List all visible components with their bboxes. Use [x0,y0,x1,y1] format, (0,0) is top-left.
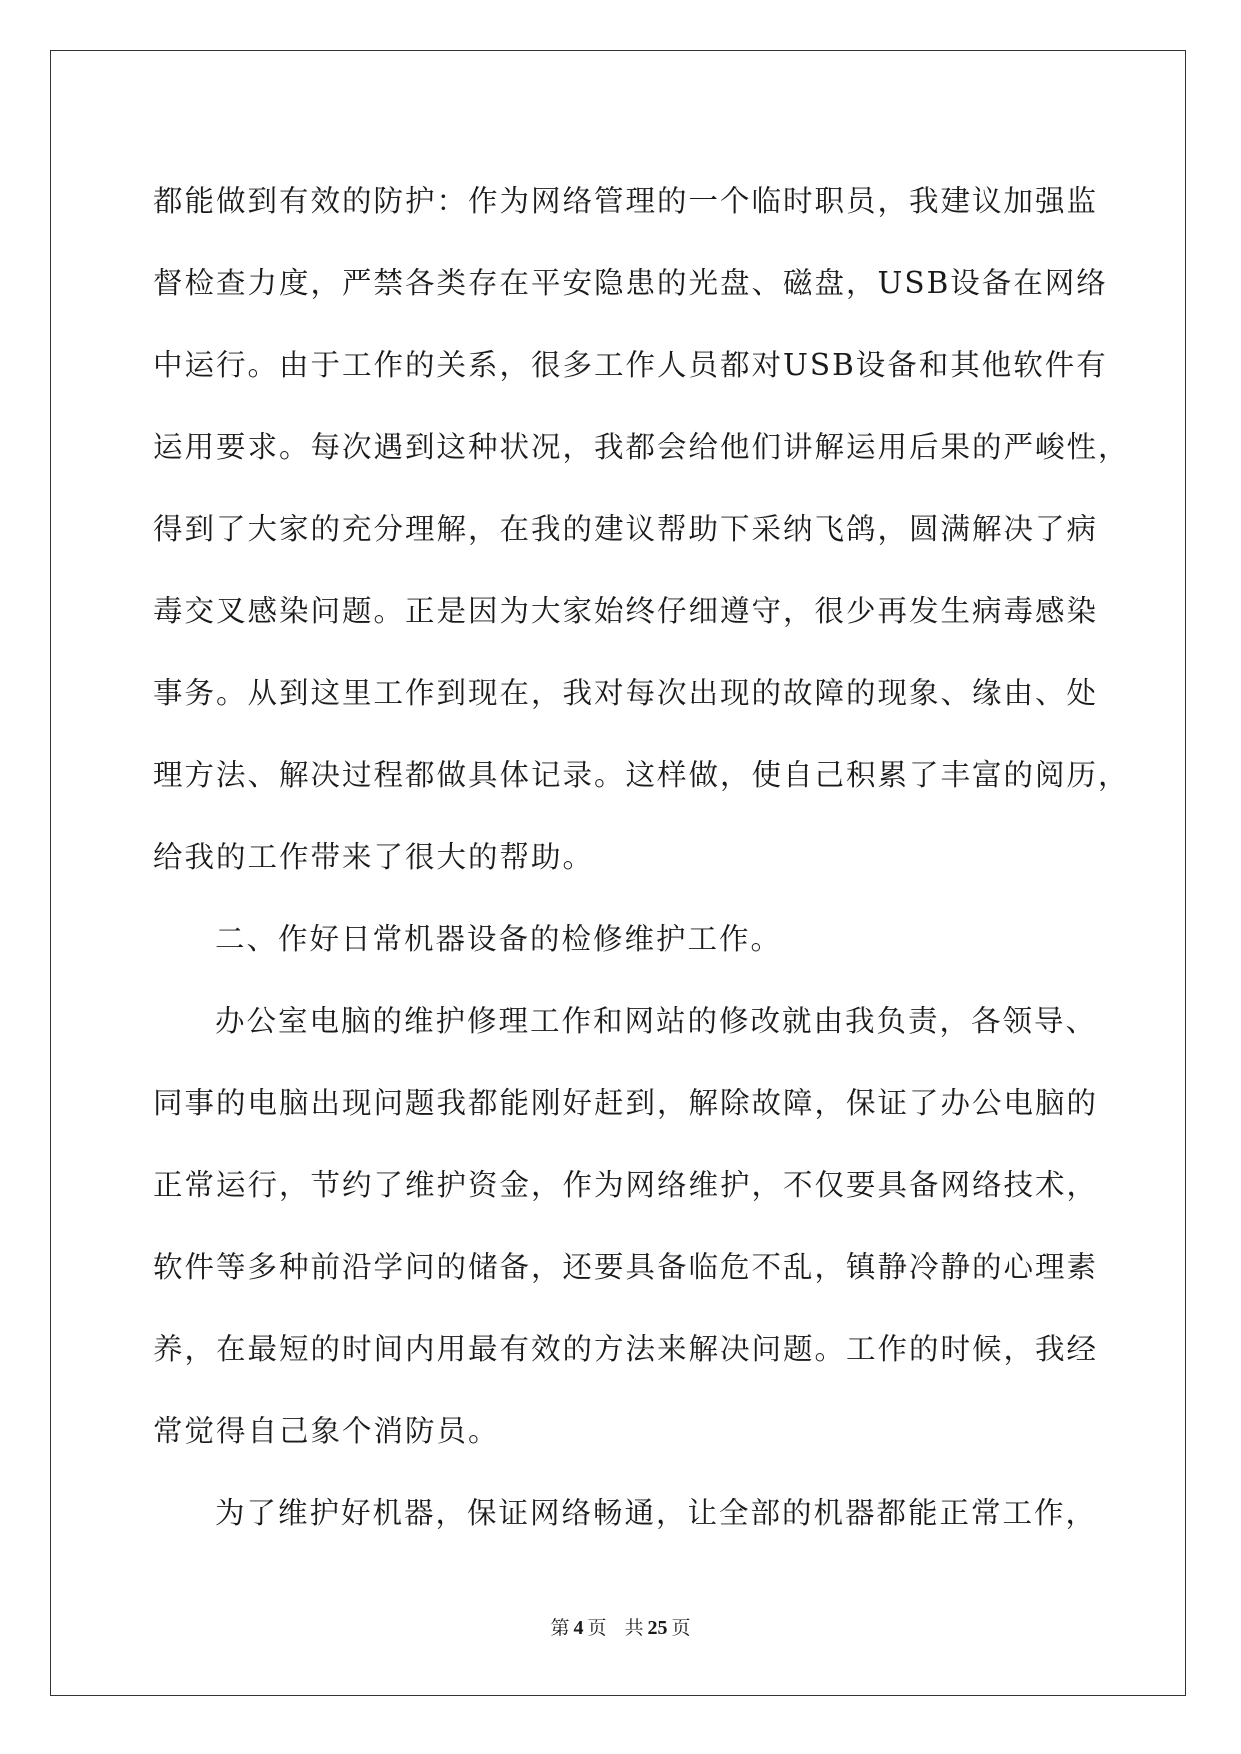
text-line: 理方法、解决过程都做具体记录。这样做，使自己积累了丰富的阅历， [153,758,1130,792]
text-line: 常觉得自己象个消防员。 [153,1414,500,1448]
document-body [153,160,1130,1554]
text-line: 督检查力度，严禁各类存在平安隐患的光盘、磁盘，USB设备在网络 [153,266,1108,300]
text-line: 养，在最短的时间内用最有效的方法来解决问题。工作的时候，我经 [153,1332,1099,1366]
text-line: 事务。从到这里工作到现在，我对每次出现的故障的现象、缘由、处 [153,676,1099,710]
section-heading: 二、作好日常机器设备的检修维护工作。 [215,922,783,956]
total-suffix: 页 [671,1617,691,1639]
page-footer [0,1613,1241,1640]
text-line: 运用要求。每次遇到这种状况，我都会给他们讲解运用后果的严峻性， [153,430,1130,464]
paragraph-start-line: 办公室电脑的维护修理工作和网站的修改就由我负责，各领导、 [215,1004,1098,1038]
page-prefix: 第 [550,1617,570,1639]
text-line: 给我的工作带来了很大的帮助。 [153,840,595,874]
text-line: 得到了大家的充分理解，在我的建议帮助下采纳飞鸽，圆满解决了病 [153,512,1099,546]
text-line: 毒交叉感染问题。正是因为大家始终仔细遵守，很少再发生病毒感染 [153,594,1099,628]
text-line: 都能做到有效的防护：作为网络管理的一个临时职员，我建议加强监 [153,184,1099,218]
paragraph-start-line: 为了维护好机器，保证网络畅通，让全部的机器都能正常工作， [215,1496,1098,1530]
text-line: 软件等多种前沿学问的储备，还要具备临危不乱，镇静冷静的心理素 [153,1250,1099,1284]
text-line: 中运行。由于工作的关系，很多工作人员都对USB设备和其他软件有 [153,348,1108,382]
total-pages: 25 [647,1617,668,1639]
total-prefix: 共 [624,1617,644,1639]
text-line: 同事的电脑出现问题我都能刚好赶到，解除故障，保证了办公电脑的 [153,1086,1099,1120]
page-number: 4 [573,1617,584,1639]
text-line: 正常运行，节约了维护资金，作为网络维护，不仅要具备网络技术， [153,1168,1099,1202]
page-suffix: 页 [587,1617,607,1639]
